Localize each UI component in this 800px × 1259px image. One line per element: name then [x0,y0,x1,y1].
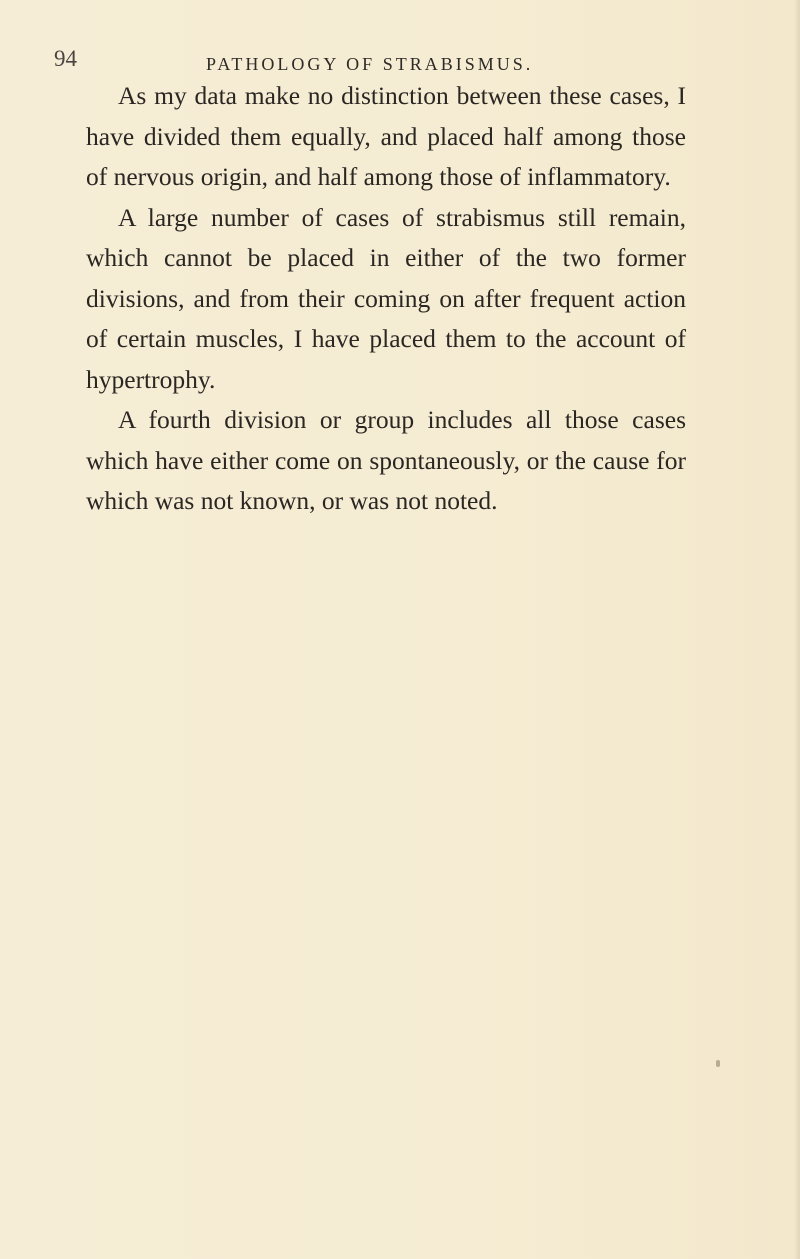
page-edge-shadow [794,0,800,1259]
paragraph: A fourth division or group includes all those cases which have either come on spontaneously, or the cause for which was not known, or was not noted. [86,405,686,515]
running-title: PATHOLOGY OF STRABISMUS. [206,54,534,74]
paragraph: A large number of cases of strabismus still remain, which cannot be placed in either of the two former divisions, and from their coming on after frequent action of certain muscles, I have placed them to the account of hypertrophy. [86,202,686,394]
paragraph: As my data make no distinction between these cases, I have divided them equally, and placed half among those of nervous origin, and half among those of inflammatory. [86,81,686,191]
body-text [86,76,686,522]
page-number: 94 [54,46,77,71]
ink-speck [716,1060,720,1067]
